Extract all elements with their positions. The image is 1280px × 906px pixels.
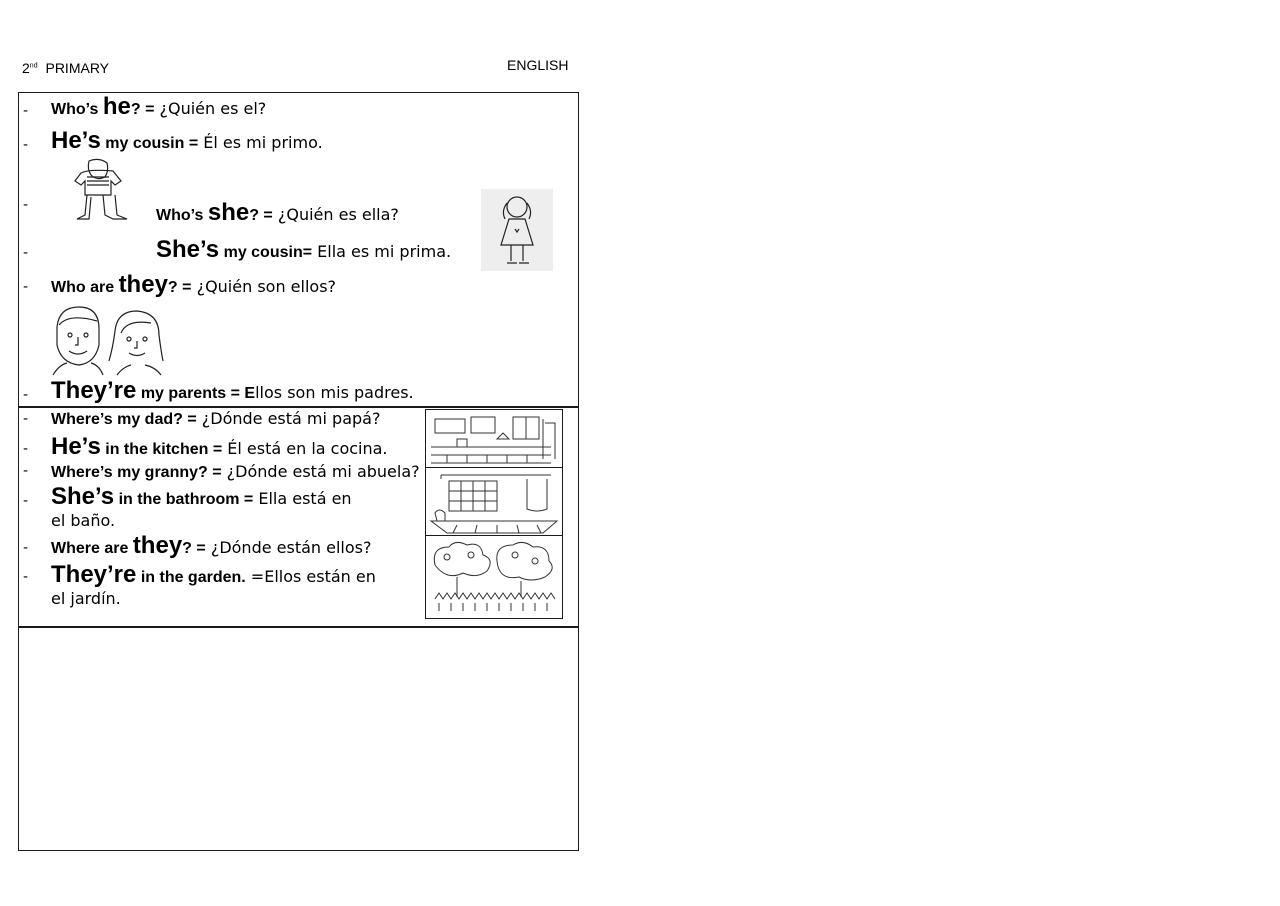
text-translation: ¿Quién es el?	[154, 99, 267, 118]
bullet-dash: -	[23, 137, 29, 153]
answer-they-garden-cont: el jardín.	[51, 589, 121, 608]
text-bold-large: She’s	[51, 483, 115, 510]
text-bold-large: They’re	[51, 377, 137, 404]
question-who-they	[51, 271, 337, 298]
text-bold: Who’s	[51, 101, 103, 118]
answer-they-parents	[51, 377, 414, 404]
text-bold-large: she	[207, 199, 250, 226]
bullet-dash: -	[23, 493, 29, 509]
text-translation: Ella es mi prima.	[312, 242, 452, 261]
text-bold: my cousin=	[219, 244, 313, 261]
bullet-dash: -	[23, 540, 29, 556]
boy-icon	[67, 155, 139, 223]
text-translation: llos son mis padres.	[255, 383, 414, 402]
parents-icon	[51, 303, 173, 377]
text-bold-large: they	[132, 532, 183, 559]
bullet-dash: -	[23, 569, 29, 585]
text-translation: ¿Dónde están ellos?	[205, 538, 372, 557]
bullet-dash: -	[23, 103, 29, 119]
grade-number: 2	[22, 60, 30, 76]
answer-he-kitchen	[51, 433, 388, 460]
girl-icon	[481, 189, 553, 271]
kitchen-frame	[425, 409, 563, 469]
text-bold: in the garden.	[136, 569, 246, 586]
garden-frame	[425, 535, 563, 619]
question-who-she	[156, 199, 399, 226]
text-translation: Él está en la cocina.	[222, 439, 388, 458]
text-translation: =Ellos están en	[245, 567, 376, 586]
text-bold-large: They’re	[51, 561, 137, 588]
text-bold: Where’s my granny? =	[51, 464, 222, 481]
text-bold: ? =	[167, 279, 192, 296]
kitchen-icon	[427, 411, 561, 467]
bullet-dash: -	[23, 463, 29, 479]
bullet-dash: -	[23, 279, 29, 295]
bullet-dash: -	[23, 197, 29, 213]
text-translation: ¿Quién son ellos?	[191, 277, 337, 296]
bullet-dash: -	[23, 441, 29, 457]
answer-she-cousin	[156, 236, 452, 263]
bathroom-icon	[427, 469, 561, 535]
question-where-granny	[51, 462, 420, 483]
text-bold: ? =	[249, 207, 273, 224]
text-translation: ¿Dónde está mi abuela?	[221, 462, 420, 481]
section-house	[18, 406, 579, 628]
bullet-dash: -	[23, 387, 29, 403]
garden-icon	[427, 537, 561, 617]
bullet-dash: -	[23, 411, 29, 427]
section-empty	[18, 626, 579, 851]
answer-he-cousin	[51, 127, 323, 154]
question-where-dad	[51, 409, 380, 430]
text-bold: Where’s my dad? =	[51, 411, 197, 428]
bullet-dash: -	[23, 245, 29, 261]
text-translation: ¿Dónde está mi papá?	[196, 409, 381, 428]
grade-label	[22, 60, 109, 76]
text-bold: ? =	[130, 101, 155, 118]
grade-suffix: nd	[29, 62, 38, 70]
text-translation: ¿Quién es ella?	[272, 205, 399, 224]
text-bold-large: they	[118, 271, 168, 298]
grade-text: PRIMARY	[45, 60, 110, 76]
text-bold: Who’s	[156, 207, 208, 224]
question-who-he	[51, 93, 267, 120]
text-bold: Where are	[51, 540, 133, 557]
text-translation: Ella está en	[253, 489, 352, 508]
text-bold-large: he	[102, 93, 131, 120]
text-bold: in the kitchen =	[100, 441, 223, 458]
answer-she-bathroom	[51, 483, 352, 510]
text-bold-large: He’s	[51, 433, 101, 460]
answer-they-garden	[51, 561, 376, 588]
text-bold: ? =	[182, 540, 206, 557]
subject-label: ENGLISH	[507, 57, 569, 73]
bathroom-frame	[425, 467, 563, 537]
question-where-they	[51, 532, 372, 559]
text-bold-large: He’s	[51, 127, 101, 154]
text-bold: Who are	[51, 279, 119, 296]
text-bold: my cousin =	[100, 135, 199, 152]
section-family	[18, 92, 579, 408]
text-bold: my parents = E	[136, 385, 256, 402]
answer-she-bathroom-cont: el baño.	[51, 511, 116, 530]
text-translation: Él es mi primo.	[198, 133, 323, 152]
text-bold: in the bathroom =	[114, 491, 254, 508]
text-bold-large: She’s	[156, 236, 220, 263]
